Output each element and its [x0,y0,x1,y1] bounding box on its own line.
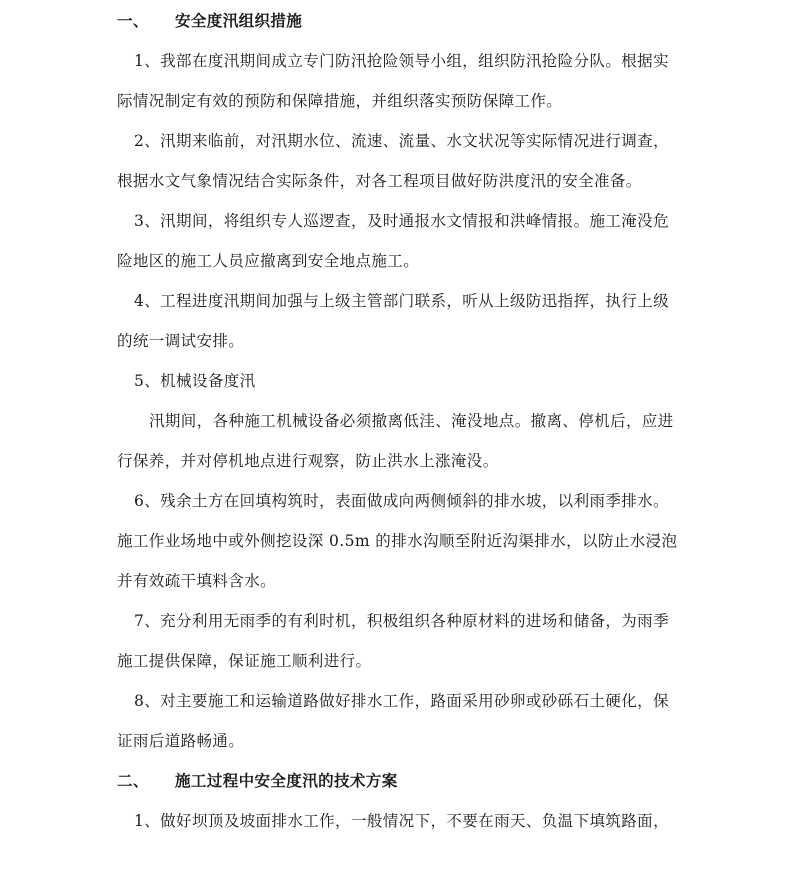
paragraph-line: 1、做好坝顶及坡面排水工作，一般情况下，不要在雨天、负温下填筑路面， [134,812,669,830]
section-heading-2 [0,761,789,801]
paragraph-line: 的统一调试安排。 [117,332,245,350]
section-heading-1 [0,1,789,41]
paragraph-line: 1、我部在度汛期间成立专门防汛抢险领导小组，组织防汛抢险分队。根据实 [134,52,669,70]
paragraph-line: 施工提供保障，保证施工顺利进行。 [117,652,372,670]
paragraph-line: 6、残余土方在回填构筑时，表面做成向两侧倾斜的排水坡，以利雨季排水。 [134,492,669,510]
paragraph-line: 证雨后道路畅通。 [117,732,245,750]
paragraph-line: 根据水文气象情况结合实际条件，对各工程项目做好防洪度汛的安全准备。 [117,172,642,190]
paragraph-line: 3、汛期间，将组织专人巡逻查，及时通报水文情报和洪峰情报。施工淹没危 [134,212,669,230]
paragraph-line: 险地区的施工人员应撤离到安全地点施工。 [117,252,420,270]
section-number-1: 一、 [117,12,149,30]
paragraph-line: 2、汛期来临前，对汛期水位、流速、流量、水文状况等实际情况进行调查， [134,132,669,150]
section-title-2: 施工过程中安全度汛的技术方案 [175,772,398,790]
paragraph-line: 际情况制定有效的预防和保障措施，并组织落实预防保障工作。 [117,92,563,110]
section-number-2: 二、 [117,772,149,790]
paragraph-line: 汛期间，各种施工机械设备必须撤离低洼、淹没地点。撤离、停机后，应进 [149,412,674,430]
paragraph-line: 施工作业场地中或外侧挖设深 0.5m 的排水沟顺至附近沟渠排水，以防止水浸泡 [117,532,678,550]
section-title-1: 安全度汛组织措施 [175,12,303,30]
paragraph-line: 4、工程进度汛期间加强与上级主管部门联系，听从上级防迅指挥，执行上级 [134,292,669,310]
paragraph-line: 8、对主要施工和运输道路做好排水工作，路面采用砂卵或砂砾石土硬化，保 [134,692,669,710]
paragraph-line: 并有效疏干填料含水。 [117,572,277,590]
paragraph-line: 行保养，并对停机地点进行观察，防止洪水上涨淹没。 [117,452,499,470]
paragraph-line: 5、机械设备度汛 [134,372,256,390]
paragraph-line: 7、充分利用无雨季的有利时机，积极组织各种原材料的进场和储备，为雨季 [134,612,669,630]
